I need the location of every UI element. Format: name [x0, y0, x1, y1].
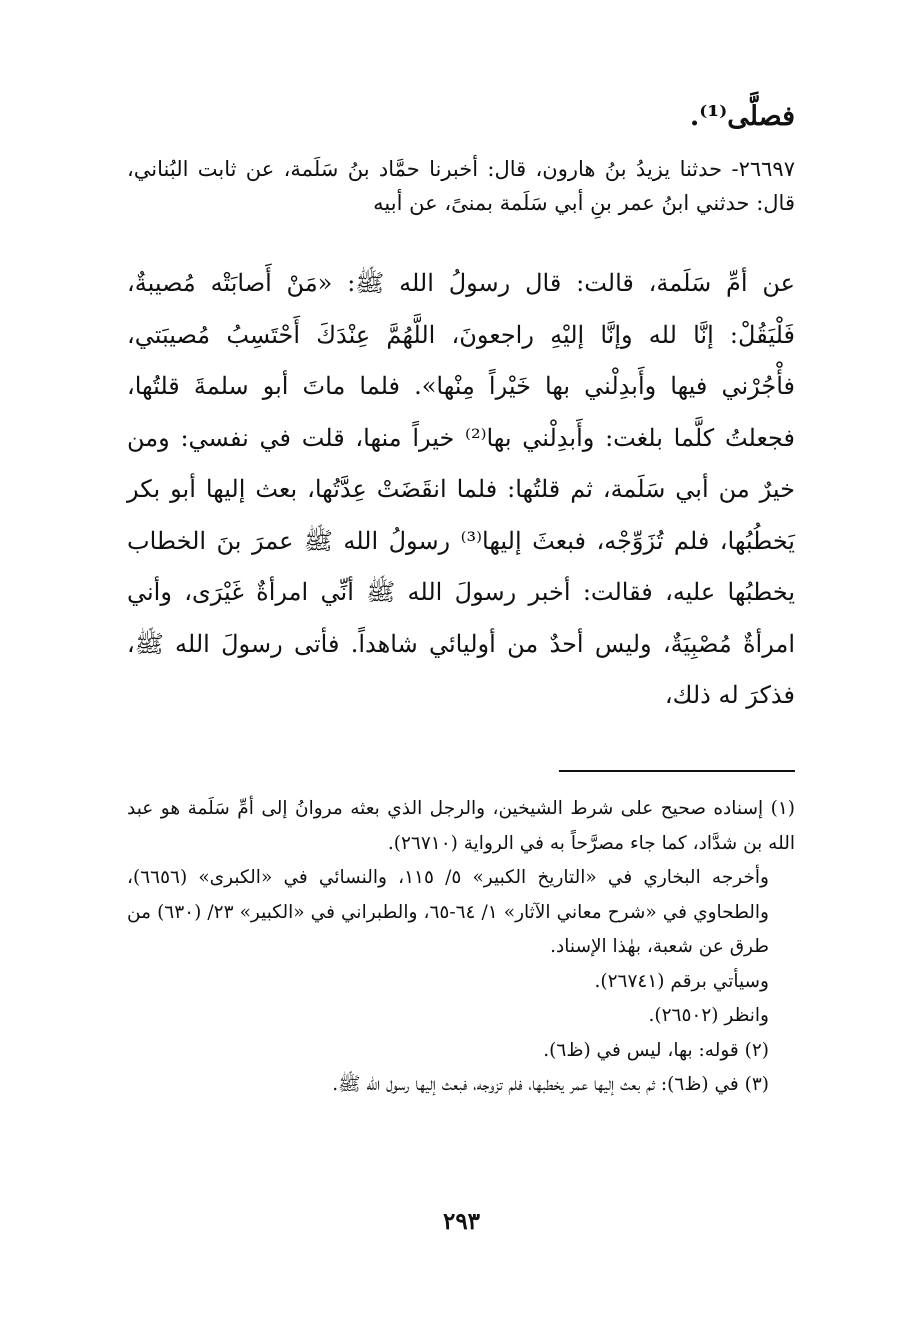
page-number: ٢٩٣: [442, 1208, 481, 1235]
footnote-2: (٢) قوله: بها، ليس في (ظ٦).: [543, 1039, 769, 1061]
footnote-separator: [559, 770, 795, 772]
footnote-1-compare: وانظر (٢٦٥٠٢).: [648, 1005, 769, 1026]
footnote-1-sources: وأخرجه البخاري في «التاريخ الكبير» ٥/ ١١٥، والنسائي في «الكبرى» (٦٦٥٦)، والطحاوي في «شرح معاني الآثار» ١/ ٦٤-٦٥، والطبراني في «الكبير» ٢٣/ (٦٣٠) من طرق عن شعبة، بهٰذا الإسناد.: [127, 867, 769, 957]
footnotes: [127, 792, 795, 1103]
hadith-isnad: ٢٦٦٩٧- حدثنا يزيدُ بنُ هارون، قال: أخبرنا حمَّاد بنُ سَلَمة، عن ثابت البُناني، قال: حدثني ابنُ عمر بنِ أبي سَلَمة بمنىً، عن أبيه: [127, 157, 795, 215]
footnote-1: (١) إسناده صحيح على شرط الشيخين، والرجل الذي بعثه مروانُ إلى أمِّ سَلَمة هو عبد الله بن شدَّاد، كما جاء مصرَّحاً به في الرواية (٢٦٧١٠).: [127, 798, 795, 854]
hadith-text: عن أمِّ سَلَمة، قالت: قال رسولُ الله ﷺ: «مَنْ أَصابَتْه مُصيبةٌ، فَلْيَقُلْ: إنَّا لله وإنَّا إليْهِ راجعونَ، اللَّهُمَّ عِنْدَكَ أَحْتَسِبُ مُصيبَتي، فأْجُرْني فيها وأَبدِلْني بها خَيْراً مِنْها». فلما ماتَ أبو سلمةَ قلتُها، فجعلتُ كلَّما بلغت: وأَبدِلْني بها⁽²⁾ خيراً منها، قلت في نفسي: ومن خيرٌ من أبي سَلَمة، ثم قلتُها: فلما انقَضَتْ عِدَّتُها، بعث إليها أبو بكر يَخطُبُها، فلم تُزَوِّجْه، فبعثَ إليها⁽³⁾ رسولُ الله ﷺ عمرَ بنَ الخطاب يخطبُها عليه، فقالت: أخبر رسولَ الله ﷺ أنِّي امرأةٌ غَيْرَى، وأني امرأةٌ مُصْبِيَةٌ، وليس أحدٌ من أوليائي شاهداً. فأتى رسولَ الله ﷺ، فذكرَ له ذلك،: [127, 269, 795, 709]
footnote-1-see-also: وسيأتي برقم (٢٦٧٤١).: [594, 970, 769, 992]
footnote-3: (٣) في (ظ٦): ثم بعث إليها عمر يخطبها، فلم تزوجه، فبعث إليها رسول الله ﷺ.: [332, 1074, 769, 1095]
section-heading: فصلَّى⁽¹⁾.: [689, 101, 795, 132]
